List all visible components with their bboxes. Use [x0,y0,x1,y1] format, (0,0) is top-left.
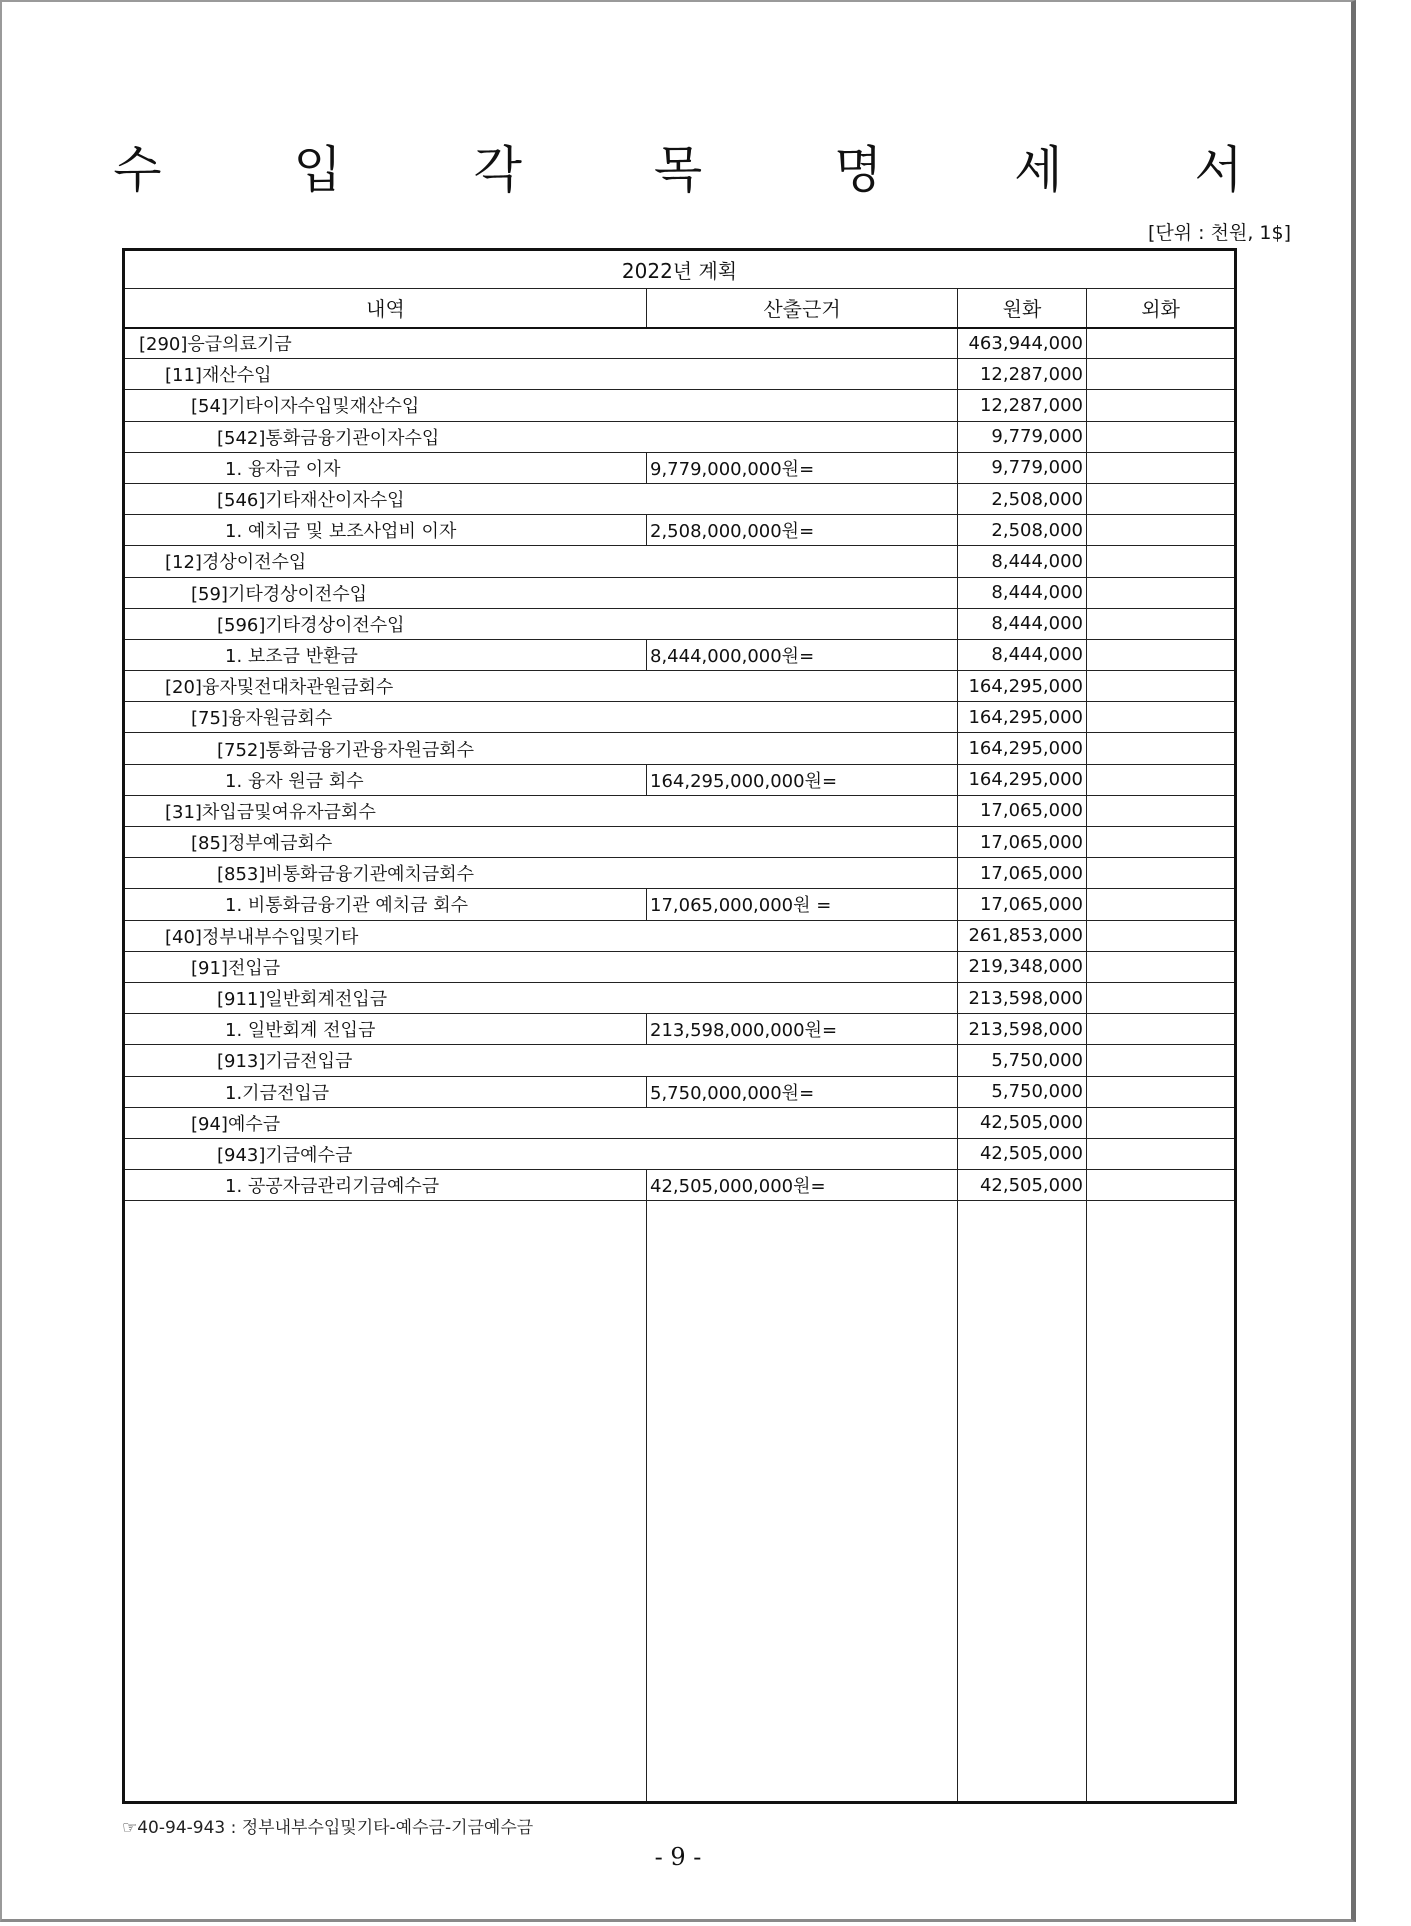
table-row [124,577,1236,608]
row-krw-amount: 2,508,000 [958,483,1087,514]
row-basis: 17,065,000,000원 = [647,889,958,920]
row-foreign-amount [1087,390,1236,421]
row-krw-amount: 17,065,000 [958,795,1087,826]
row-foreign-amount [1087,483,1236,514]
plan-year-header: 2022년 계획 [124,250,1236,289]
row-krw-amount: 5,750,000 [958,1045,1087,1076]
row-foreign-amount [1087,1107,1236,1138]
table-row [124,608,1236,639]
row-detail: [913]기금전입금 [124,1045,958,1076]
row-basis: 9,779,000,000원= [647,452,958,483]
row-detail: [12]경상이전수입 [124,546,958,577]
row-detail: [596]기타경상이전수입 [124,608,958,639]
row-detail: [290]응급의료기금 [124,328,958,359]
row-detail: [943]기금예수금 [124,1138,958,1169]
table-row [124,328,1236,359]
table-row [124,733,1236,764]
table-row [124,702,1236,733]
row-detail: [11]재산수입 [124,359,958,390]
row-foreign-amount [1087,733,1236,764]
page-number: - 9 - [654,1843,702,1871]
row-krw-amount: 8,444,000 [958,639,1087,670]
row-foreign-amount [1087,1076,1236,1107]
table-row [124,671,1236,702]
table-row [124,889,1236,920]
row-krw-amount: 164,295,000 [958,733,1087,764]
row-foreign-amount [1087,920,1236,951]
row-foreign-amount [1087,359,1236,390]
row-detail: [94]예수금 [124,1107,958,1138]
table-row [124,827,1236,858]
row-foreign-amount [1087,951,1236,982]
row-detail: [40]정부내부수입및기타 [124,920,958,951]
row-foreign-amount [1087,671,1236,702]
row-foreign-amount [1087,764,1236,795]
row-krw-amount: 213,598,000 [958,1014,1087,1045]
row-foreign-amount [1087,827,1236,858]
revenue-detail-table [122,248,1237,1804]
row-foreign-amount [1087,889,1236,920]
row-detail: [91]전입금 [124,951,958,982]
table-row [124,1076,1236,1107]
row-foreign-amount [1087,328,1236,359]
row-detail: [752]통화금융기관융자원금회수 [124,733,958,764]
row-detail: [546]기타재산이자수입 [124,483,958,514]
row-detail: 1. 예치금 및 보조사업비 이자 [124,515,647,546]
row-basis: 213,598,000,000원= [647,1014,958,1045]
row-detail: [75]융자원금회수 [124,702,958,733]
row-detail: 1. 융자금 이자 [124,452,647,483]
row-detail: 1. 공공자금관리기금예수금 [124,1170,647,1201]
row-foreign-amount [1087,1045,1236,1076]
column-header-basis: 산출근거 [647,289,958,328]
row-basis: 42,505,000,000원= [647,1170,958,1201]
row-detail: 1.기금전입금 [124,1076,647,1107]
row-detail: [31]차입금및여유자금회수 [124,795,958,826]
table-row [124,515,1236,546]
row-foreign-amount [1087,421,1236,452]
row-krw-amount: 42,505,000 [958,1107,1087,1138]
row-krw-amount: 17,065,000 [958,827,1087,858]
row-krw-amount: 164,295,000 [958,764,1087,795]
row-krw-amount: 9,779,000 [958,452,1087,483]
table-row [124,421,1236,452]
table-row [124,546,1236,577]
row-detail: [85]정부예금회수 [124,827,958,858]
row-krw-amount: 17,065,000 [958,858,1087,889]
row-krw-amount: 8,444,000 [958,546,1087,577]
row-foreign-amount [1087,577,1236,608]
row-krw-amount: 12,287,000 [958,359,1087,390]
row-detail: [20]융자및전대차관원금회수 [124,671,958,702]
table-row [124,483,1236,514]
unit-label: [단위 : 천원, 1$] [1148,222,1291,244]
table-row [124,639,1236,670]
row-foreign-amount [1087,452,1236,483]
row-foreign-amount [1087,1014,1236,1045]
row-krw-amount: 8,444,000 [958,577,1087,608]
row-krw-amount: 5,750,000 [958,1076,1087,1107]
row-krw-amount: 219,348,000 [958,951,1087,982]
row-foreign-amount [1087,982,1236,1013]
table-row [124,764,1236,795]
row-krw-amount: 42,505,000 [958,1138,1087,1169]
row-foreign-amount [1087,546,1236,577]
row-basis: 8,444,000,000원= [647,639,958,670]
row-foreign-amount [1087,515,1236,546]
row-foreign-amount [1087,795,1236,826]
row-krw-amount: 2,508,000 [958,515,1087,546]
column-header-foreign: 외화 [1087,289,1236,328]
table-row [124,982,1236,1013]
row-krw-amount: 213,598,000 [958,982,1087,1013]
row-detail: [542]통화금융기관이자수입 [124,421,958,452]
row-detail: [853]비통화금융기관예치금회수 [124,858,958,889]
empty-cell [647,1201,958,1803]
column-header-krw: 원화 [958,289,1087,328]
row-krw-amount: 12,287,000 [958,390,1087,421]
table-row [124,452,1236,483]
row-basis: 2,508,000,000원= [647,515,958,546]
row-detail: 1. 융자 원금 회수 [124,764,647,795]
row-foreign-amount [1087,639,1236,670]
row-detail: 1. 일반회계 전입금 [124,1014,647,1045]
row-krw-amount: 261,853,000 [958,920,1087,951]
table-row [124,359,1236,390]
table-row [124,1138,1236,1169]
row-basis: 164,295,000,000원= [647,764,958,795]
row-detail: [911]일반회계전입금 [124,982,958,1013]
row-basis: 5,750,000,000원= [647,1076,958,1107]
table-row [124,1014,1236,1045]
empty-cell [1087,1201,1236,1803]
row-krw-amount: 42,505,000 [958,1170,1087,1201]
table-row [124,795,1236,826]
table-row [124,951,1236,982]
row-detail: [59]기타경상이전수입 [124,577,958,608]
row-krw-amount: 8,444,000 [958,608,1087,639]
row-foreign-amount [1087,702,1236,733]
table-row [124,1170,1236,1201]
row-foreign-amount [1087,1170,1236,1201]
table-row [124,858,1236,889]
row-krw-amount: 463,944,000 [958,328,1087,359]
column-header-detail: 내역 [124,289,647,328]
table-row [124,920,1236,951]
footer-note: ☞40-94-943 : 정부내부수입및기타-예수금-기금예수금 [122,1818,534,1838]
row-foreign-amount [1087,1138,1236,1169]
table-filler-row [124,1201,1236,1803]
table-row [124,1107,1236,1138]
row-krw-amount: 164,295,000 [958,671,1087,702]
row-krw-amount: 164,295,000 [958,702,1087,733]
row-foreign-amount [1087,608,1236,639]
row-krw-amount: 17,065,000 [958,889,1087,920]
row-detail: [54]기타이자수입및재산수입 [124,390,958,421]
table-row [124,390,1236,421]
table-row [124,1045,1236,1076]
row-foreign-amount [1087,858,1236,889]
row-detail: 1. 비통화금융기관 예치금 회수 [124,889,647,920]
page-title: 수 입 각 목 명 세 서 [113,141,1301,199]
row-detail: 1. 보조금 반환금 [124,639,647,670]
empty-cell [124,1201,647,1803]
row-krw-amount: 9,779,000 [958,421,1087,452]
empty-cell [958,1201,1087,1803]
table-body [124,328,1236,1803]
